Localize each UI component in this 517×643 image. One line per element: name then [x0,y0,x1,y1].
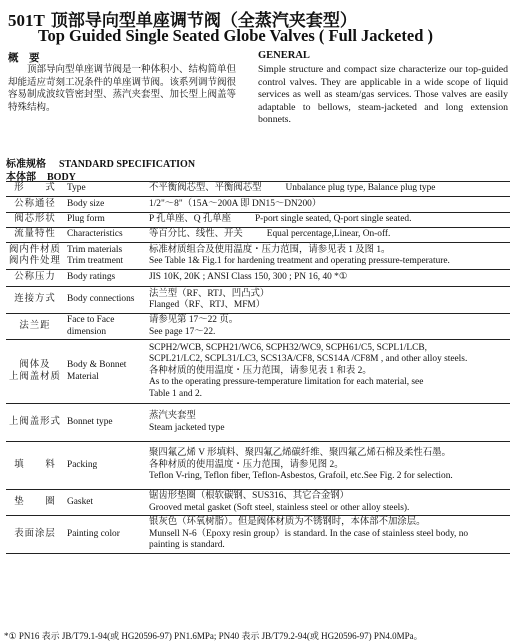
standard-spec-heading-en: STANDARD SPECIFICATION [59,159,196,170]
spec-value [146,213,510,228]
spec-label-en-text-2: Trim treatment [67,256,124,266]
spec-label-cn [6,442,64,490]
spec-table [6,181,510,554]
spec-label-en [64,228,146,243]
spec-value-text: 法兰型（RF、RTJ、凹凸式） [149,288,270,299]
spec-value-text: painting is standard. [149,540,225,551]
spec-label-cn [6,490,64,516]
spec-value-text-en: Equal percentage,Linear, On-off. [266,229,391,240]
spec-label-en-text: Face to Face [67,315,115,325]
spec-value-line [149,377,507,389]
spec-row [6,340,510,404]
spec-value-line [149,540,507,552]
spec-row [6,287,510,314]
spec-value-line [149,272,507,284]
spec-label-cn-text: 表面涂层 [14,528,56,539]
spec-value-line [149,300,507,312]
spec-label-cn [6,314,64,340]
spec-label-cn [6,228,64,243]
spec-value-line [149,289,507,301]
spec-label-en-text: Body connections [67,294,135,305]
spec-value-text: 蒸汽夹套型 [149,411,196,421]
spec-label-cn-text-2: 上阀盖材质 [9,371,61,382]
spec-label-cn-text: 连接方式 [14,294,56,305]
spec-value [146,287,510,314]
spec-label-en [64,516,146,554]
spec-label-cn-text: 阀体及 [19,360,51,370]
spec-value-line [149,460,507,472]
spec-label-cn-text: 公称通径 [14,198,56,209]
spec-value [146,516,510,554]
spec-label-en [64,243,146,270]
spec-label-cn [6,516,64,554]
spec-label-en-text: Gasket [67,496,94,507]
spec-value-text: P 孔单座、Q 孔单座 [149,214,231,225]
spec-row [6,270,510,287]
spec-label-en [64,340,146,404]
spec-value-text: Munsell N-6（Epoxy resin group）is standard. In the case of stainless steel body, no [149,528,469,539]
spec-value-line [149,183,507,195]
spec-value-line [149,199,507,211]
spec-value [146,442,510,490]
spec-label-cn-text: 形 式 [14,183,56,194]
spec-value-text: 等百分比、线性、开关 [149,229,243,240]
spec-value-text: 标准材质组合及使用温度・压力范围，请参见表 1 及图 1。 [149,244,391,255]
spec-value-line [149,471,507,483]
spec-value [146,228,510,243]
spec-label-cn-text: 阀芯形状 [14,214,56,225]
spec-value-line [149,491,507,503]
spec-value-text: 各种材质的使用温度・压力范围，请参见图 2。 [149,459,344,470]
spec-row [6,314,510,340]
spec-label-cn-text: 流量特性 [14,229,56,240]
spec-value-line [149,503,507,515]
spec-row [6,243,510,270]
spec-label-en-text: Bonnet type [67,416,113,427]
general-text-en: Simple structure and compact size characterize our top-guided control valves. They are applicable in a wide scope of liquid services as well as steam/gas services. Those valves are easily adaptable to bellows, steam-jacketed and long extension bonnets. [258,64,508,125]
spec-label-cn [6,213,64,228]
spec-label-cn [6,340,64,404]
spec-value-line [149,366,507,378]
spec-value-text: 银灰色（环氧树脂）。但是阀体材质为不锈钢时，本体部不加涂层。 [149,517,426,528]
general-heading-cn: 概 要 [8,53,40,64]
spec-label-cn [6,404,64,442]
spec-value-text: Flanged（RF、RTJ、MFM） [149,300,266,310]
spec-row [6,516,510,554]
spec-label-en [64,182,146,197]
spec-value-text: Table 1 and 2. [149,388,202,399]
spec-label-en-text: Type [67,183,86,194]
spec-value-line [149,423,507,435]
spec-label-cn [6,243,64,270]
spec-row [6,442,510,490]
spec-label-en [64,442,146,490]
spec-label-cn [6,287,64,314]
spec-label-cn-text-2: 阀内件处理 [9,256,61,266]
spec-value-text: SCPL21/LC2, SCPL31/LC3, SCS13A/CF8, SCS14A /CF8M , and other alloy steels. [149,354,468,365]
spec-value [146,404,510,442]
spec-row [6,182,510,197]
spec-value-line [149,245,507,257]
spec-row [6,404,510,442]
spec-value-line [149,389,507,401]
spec-value-text: See Table 1& Fig.1 for hardening treatment and operating pressure-temperature. [149,256,450,266]
spec-label-en-text-2: dimension [67,326,107,337]
spec-value-text: Teflon V-ring, Teflon fiber, Teflon-Asbestos, Grafoil, etc.See Fig. 2 for selection. [149,471,453,482]
spec-row [6,197,510,213]
spec-value-line [149,256,507,268]
spec-value-line [149,229,507,241]
spec-label-en-text: Characteristics [67,229,123,240]
spec-label-en-text: Painting color [67,528,120,539]
spec-label-cn-text: 法兰距 [19,320,51,331]
spec-value-line [149,214,507,226]
spec-value-text: 1/2"～8"（15A～200A 即 DN15～DN200） [149,198,322,209]
spec-value-text-en: Unbalance plug type, Balance plug type [285,183,436,194]
spec-label-cn [6,270,64,287]
spec-value-text: 聚四氟乙烯 V 形填料、聚四氟乙烯碳纤维、聚四氟乙烯石棉及柔性石墨。 [149,448,451,459]
spec-value [146,197,510,213]
spec-value-text: 请参见第 17～22 页。 [149,315,239,325]
body-label-en: BODY [47,172,76,183]
spec-value-text: SCPH2/WCB, SCPH21/WC6, SCPH32/WC9, SCPH61/C5, SCPL1/LCB, [149,342,427,353]
spec-value-line [149,529,507,541]
spec-label-en-text: Body size [67,198,105,209]
spec-value [146,182,510,197]
spec-label-cn [6,182,64,197]
spec-label-cn [6,197,64,213]
spec-label-cn-text: 阀内件材质 [9,244,61,255]
spec-row [6,213,510,228]
spec-value [146,270,510,287]
spec-row [6,490,510,516]
spec-label-en-text-2: Material [67,371,99,382]
spec-label-en-text: Body ratings [67,272,116,283]
general-text-cn: 顶部导向型单座调节阀是一种体积小、结构简单但却能适应苛刻工况条件的单座调节阀。该系列调节阀很容易制成波纹管密封型、蒸汽夹套型、加长型上阀盖等特殊结构。 [8,65,237,113]
page-title-en: Top Guided Single Seated Globe Valves ( Full Jacketed ) [38,26,433,45]
spec-label-en [64,213,146,228]
spec-label-en [64,314,146,340]
spec-value-line [149,343,507,355]
spec-value-text: As to the operating pressure-temperature limitation for each material, see [149,377,424,388]
spec-label-en-text: Trim materials [67,244,123,255]
general-heading-en: GENERAL [258,50,310,61]
spec-value-text: Steam jacketed type [149,422,225,433]
model-code: 501T [8,11,45,30]
spec-value-line [149,327,507,339]
spec-value [146,243,510,270]
spec-value [146,490,510,516]
spec-value-text-en: P-port single seated, Q-port single seated. [254,214,412,225]
spec-value-text: JIS 10K, 20K ; ANSI Class 150, 300 ; PN 16, 40 *① [149,272,348,283]
spec-label-cn-text: 上阀盖形式 [9,416,61,427]
spec-value [146,340,510,404]
spec-label-en [64,287,146,314]
spec-value-line [149,448,507,460]
spec-label-cn-text: 垫 圈 [14,496,56,507]
spec-value-text: 各种材质的使用温度・压力范围，请参见表 1 和表 2。 [149,365,372,376]
spec-label-cn-text: 填 料 [14,459,56,470]
spec-value [146,314,510,340]
body-label-cn: 本体部 [6,172,36,183]
spec-value-text: See page 17～22. [149,326,216,337]
spec-value-line [149,411,507,423]
spec-label-cn-text: 公称压力 [14,272,56,283]
spec-value-text: Grooved metal gasket (Soft steel, stainless steel or other alloy steels). [149,502,410,513]
spec-value-text: 锯齿形垫圈（根软碳钢、SUS316、其它合金钢） [149,491,350,501]
spec-label-en [64,404,146,442]
spec-label-en [64,270,146,287]
spec-label-en [64,490,146,516]
spec-table-body [6,182,510,554]
spec-value-line [149,354,507,366]
spec-value-line [149,315,507,327]
spec-value-text: 不平衡阀芯型、平衡阀芯型 [149,183,262,194]
standard-spec-heading-cn: 标准规格 [6,159,46,170]
footnote: *① PN16 表示 JB/T79.1-94(或 HG20596-97) PN1.6MPa; PN40 表示 JB/T79.2-94(或 HG20596-97) PN4.0MPa。 [4,631,423,641]
spec-label-en [64,197,146,213]
title-cn-text: 顶部导向型单座调节阀（全蒸汽夹套型） [50,11,357,30]
spec-label-en-text: Packing [67,459,98,470]
spec-label-en-text: Body & Bonnet [67,360,127,370]
spec-label-en-text: Plug form [67,214,105,225]
spec-row [6,228,510,243]
spec-value-line [149,517,507,529]
